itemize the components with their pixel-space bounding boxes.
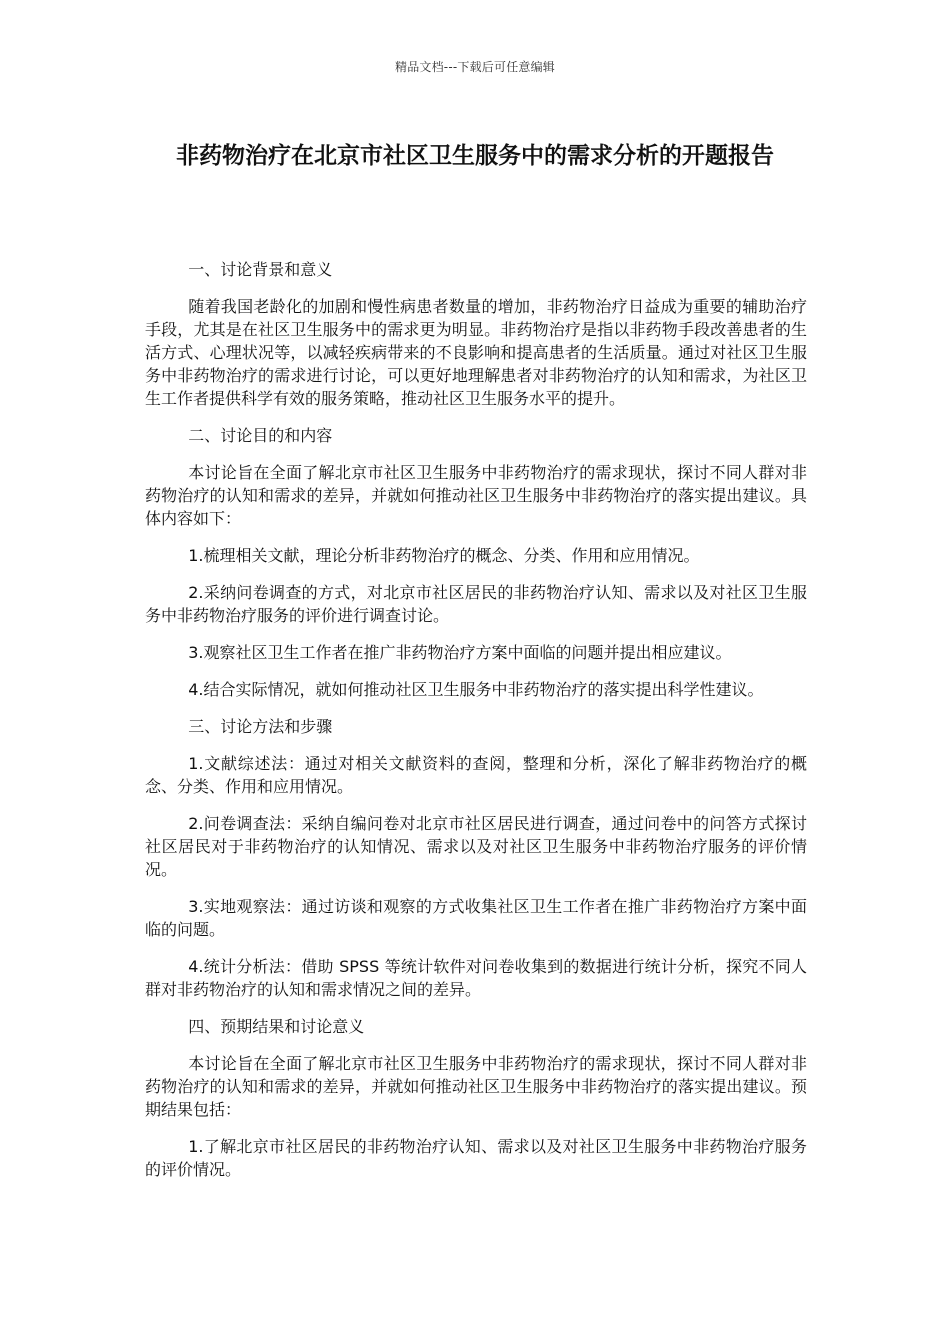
list-item-result-1: 1.了解北京市社区居民的非药物治疗认知、需求以及对社区卫生服务中非药物治疗服务的评价情况。 [145, 1137, 807, 1179]
list-item-method-2: 2.问卷调查法：采纳自编问卷对北京市社区居民进行调查，通过问卷中的问答方式探讨社区居民对于非药物治疗的认知情况、需求以及对社区卫生服务中非药物治疗服务的评价情况。 [145, 814, 807, 879]
paragraph-results-intro: 本讨论旨在全面了解北京市社区卫生服务中非药物治疗的需求现状，探讨不同人群对非药物治疗的认知和需求的差异，并就如何推动社区卫生服务中非药物治疗的落实提出建议。预期结果包括： [145, 1054, 807, 1119]
section-heading-purpose: 二、讨论目的和内容 [188, 426, 333, 445]
list-item-purpose-3: 3.观察社区卫生工作者在推广非药物治疗方案中面临的问题并提出相应建议。 [188, 643, 732, 662]
list-item-method-1: 1.文献综述法：通过对相关文献资料的查阅，整理和分析，深化了解非药物治疗的概念、分类、作用和应用情况。 [145, 754, 807, 796]
list-item-method-3: 3.实地观察法：通过访谈和观察的方式收集社区卫生工作者在推广非药物治疗方案中面临的问题。 [145, 897, 807, 939]
list-item-purpose-1: 1.梳理相关文献，理论分析非药物治疗的概念、分类、作用和应用情况。 [188, 546, 700, 565]
list-item-purpose-4: 4.结合实际情况，就如何推动社区卫生服务中非药物治疗的落实提出科学性建议。 [188, 680, 764, 699]
list-item-method-4: 4.统计分析法：借助 SPSS 等统计软件对问卷收集到的数据进行统计分析，探究不同人群对非药物治疗的认知和需求情况之间的差异。 [145, 957, 807, 999]
section-heading-methods: 三、讨论方法和步骤 [188, 717, 333, 736]
document-title: 非药物治疗在北京市社区卫生服务中的需求分析的开题报告 [176, 143, 774, 169]
list-item-purpose-2: 2.采纳问卷调查的方式，对北京市社区居民的非药物治疗认知、需求以及对社区卫生服务中非药物治疗服务的评价进行调查讨论。 [145, 583, 807, 625]
section-heading-background: 一、讨论背景和意义 [188, 260, 333, 279]
paragraph-purpose-intro: 本讨论旨在全面了解北京市社区卫生服务中非药物治疗的需求现状，探讨不同人群对非药物治疗的认知和需求的差异，并就如何推动社区卫生服务中非药物治疗的落实提出建议。具体内容如下： [145, 463, 807, 528]
paragraph-background: 随着我国老龄化的加剧和慢性病患者数量的增加，非药物治疗日益成为重要的辅助治疗手段，尤其是在社区卫生服务中的需求更为明显。非药物治疗是指以非药物手段改善患者的生活方式、心理状况等，以减轻疾病带来的不良影响和提高患者的生活质量。通过对社区卫生服务中非药物治疗的需求进行讨论，可以更好地理解患者对非药物治疗的认知和需求，为社区卫生工作者提供科学有效的服务策略，推动社区卫生服务水平的提升。 [145, 297, 807, 408]
header-note: 精品文档---下载后可任意编辑 [395, 60, 555, 74]
document-body [145, 258, 807, 1195]
section-heading-results: 四、预期结果和讨论意义 [188, 1017, 365, 1036]
